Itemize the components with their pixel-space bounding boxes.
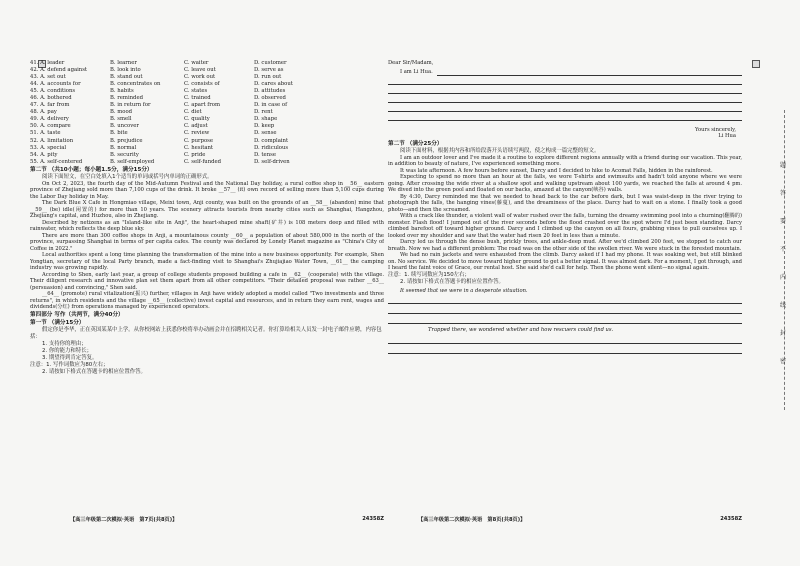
option-cell: B. uncover <box>110 123 139 130</box>
binding-char: 不 <box>779 246 786 253</box>
option-cell: D. shape <box>254 116 278 123</box>
option-cell: 46. A. bothered <box>30 95 72 102</box>
option-cell: D. complaint <box>254 137 289 144</box>
option-cell: 50. A. compare <box>30 123 71 130</box>
answer-line <box>437 67 742 76</box>
option-cell: B. prejudice <box>110 137 143 144</box>
page-footer <box>30 516 384 522</box>
option-cell: B. learner <box>110 60 137 66</box>
footer-code: 24358Z <box>720 516 742 522</box>
binding-margin-text <box>777 160 789 365</box>
option-cell: D. sense <box>254 130 277 137</box>
option-cell: C. states <box>184 88 208 95</box>
letter-signature: Li Hua <box>718 133 736 139</box>
option-cell: 51. A. taste <box>30 130 61 137</box>
story-paragraph: I am an outdoor lover and I've made it a routine to explore different regions annually with a friend during our vacation. This year, in addition to beauty of nature, I've experienced something more. <box>388 154 742 167</box>
option-cell: D. run out <box>254 74 282 81</box>
passage-paragraph: Local authorities spent a long time planning the transformation of the mine into a new business opportunity. For example, Shen Yongtian, secretary of the local Party branch, made a fact-finding visit to Shanghai's Zhujiajiao Water Town, __61__ the camping industry was growing rapidly. <box>30 252 384 272</box>
option-cell: C. consists of <box>184 81 220 88</box>
story-paragraph: By 4:30, Darcy reminded me that we needed to head back to the car before dark, but I was waist-deep in the river trying to photograph the falls, the hanging vines(藤蔓), and the dreaminess of the place. Darcy had to wait on a stone. I finally took a good photo—and then the screamed. <box>388 193 742 213</box>
option-cell: D. rent <box>254 109 273 116</box>
story-paragraph: Expecting to spend no more than an hour at the falls, we wore T-shirts and swimsuits and hadn't told anyone where we were going. After crossing the wide river at a shallow spot and walking upstream about 100 yards, we reached the falls at around 4 pm. We dived into the green pool and floated on our backs, amazed at the canyon(峡谷) walls. <box>388 174 742 193</box>
writing-point: 1. 支持你的理由； <box>42 340 87 347</box>
option-cell: B. concentrates on <box>110 81 161 88</box>
binding-char: 要 <box>779 218 786 225</box>
right-page <box>388 60 742 522</box>
option-cell: 49. A. delivery <box>30 116 69 123</box>
writing-point: 3. 期望得到肯定答复。 <box>42 354 98 361</box>
option-cell: 54. A. pity <box>30 151 58 158</box>
option-cell: D. attitudes <box>254 88 286 95</box>
part4-heading: 第四部分 写作（共两节，满分40分） <box>30 311 124 318</box>
answer-line <box>388 85 742 94</box>
option-cell: C. work out <box>184 74 216 81</box>
binding-char: 题 <box>779 162 786 169</box>
option-cell: B. in return for <box>110 102 151 109</box>
option-cell: B. normal <box>110 144 137 151</box>
answer-line <box>388 94 742 103</box>
footer-page-label: 【高三年级第二次模拟·英语 第8页(共8页)】 <box>418 517 526 522</box>
writing2-instruction: 阅读下面材料，根据其内容和所给段落开头语续写两段，使之构成一篇完整的短文。 <box>400 147 600 154</box>
option-cell: C. hesitant <box>184 144 214 151</box>
answer-line <box>388 294 742 304</box>
binding-char: 线 <box>779 302 786 309</box>
writing-note: 2. 请按如下格式在答题卡的相应位置作答。 <box>42 368 146 375</box>
answer-line <box>388 112 742 121</box>
option-cell: B. smell <box>110 116 132 123</box>
continuation-story <box>388 155 742 272</box>
option-cell: 43. A. set out <box>30 74 66 81</box>
option-cell: 52. A. limitation <box>30 137 74 144</box>
option-cell: B. mood <box>110 109 133 116</box>
option-cell: B. reminded <box>110 95 143 102</box>
section2-instruction: 阅读下面短文，在空白处填入1个适当的单词或括号内单词的正确形式。 <box>42 173 213 180</box>
option-cell: D. observed <box>254 95 286 102</box>
option-cell: D. tense <box>254 151 276 158</box>
option-cell: C. purpose <box>184 137 213 144</box>
option-cell: B. stand out <box>110 74 143 81</box>
option-cell: C. adjust <box>184 123 208 130</box>
option-cell: B. look into <box>110 67 141 74</box>
option-cell: 44. A. accounts for <box>30 81 81 88</box>
option-cell: D. keep <box>254 123 275 130</box>
option-cell: C. diet <box>184 109 202 116</box>
writing-point: 2. 你的能力和特长； <box>42 347 92 354</box>
letter-intro: I am Li Hua. <box>400 69 433 75</box>
answer-line <box>388 103 742 112</box>
writing-note: 注意：1. 续写词数应为150左右； <box>388 271 470 278</box>
option-cell: B. habits <box>110 88 134 95</box>
option-cell: 53. A. special <box>30 144 67 151</box>
salutation: Dear Sir/Madam, <box>388 60 434 66</box>
binding-char: 密 <box>779 358 786 365</box>
option-cell: D. customer <box>254 60 287 66</box>
footer-page-label: 【高三年级第二次模拟·英语 第7页(共8页)】 <box>70 517 178 522</box>
letter-closing: Yours sincerely, <box>695 126 736 133</box>
passage-paragraph: According to Shen, early last year, a group of college students proposed building a cafe in __62__ (cooperate) with the village. Their diligent research and innovative plan set them apart from all other competitors. "Their detailed proposal was rather __63__ (persuasion) and convincing," Shen said. <box>30 271 384 291</box>
option-cell: C. pride <box>184 151 206 158</box>
option-cell: D. serve as <box>254 67 284 74</box>
para1-start: It seemed that we were in a desperate situation. <box>400 287 528 294</box>
writing-note: 2. 请按如下格式在答题卡的相应位置作答。 <box>400 278 504 285</box>
page-footer <box>388 516 742 522</box>
option-cell: C. self-funded <box>184 158 222 165</box>
left-page <box>30 60 384 522</box>
option-cell: B. self-employed <box>110 158 155 165</box>
writing1-notes <box>30 362 384 376</box>
option-cell: C. apart from <box>184 102 220 109</box>
passage-paragraph: __64__ (promote) rural vitalization(振兴) further, villages in Anji have widely adopted a model called "Two investments and three returns", in which residents and the village __65__ (collective) invest capital and resources, and in return they earn rent, wages and dividends(分红) from operations managed by experienced operators. <box>30 291 384 311</box>
story-paragraph: Darcy led us through the dense bush, prickly trees, and ankle-deep mud. After we'd climbed 200 feet, we stopped to catch our breath. Now we had a different problem: The road was on the other side of the swollen river. We were stuck in the forested mountain. <box>388 239 742 252</box>
option-cell: C. quality <box>184 116 210 123</box>
option-cell: 45. A. conditions <box>30 88 76 95</box>
writing1-heading: 第一节 （满分15分） <box>30 319 85 326</box>
writing1-points <box>30 341 384 362</box>
binding-char: 答 <box>779 190 786 197</box>
option-cell: C. waiter <box>184 60 209 66</box>
option-cell: C. leave out <box>184 67 216 74</box>
answer-line <box>388 334 742 344</box>
para2-start: Trapped there, we wondered whether and how rescuers could find us. <box>428 327 614 333</box>
passage-paragraph: Described by netizens as an "Island-like site in Anji", the heart-shaped mine shaft(矿井) is 108 meters deep and filled with rainwater, which reflects the deep blue sky. <box>30 219 384 233</box>
section2-heading: 第二节 （共10小题；每小题1.5分，满分15分） <box>30 166 153 173</box>
option-cell: 48. A. pay <box>30 109 57 116</box>
option-cell: D. ridiculous <box>254 144 289 151</box>
option-cell: D. cares about <box>254 81 293 88</box>
registration-mark <box>752 60 760 68</box>
cloze-options-table <box>30 60 384 166</box>
writing-note: 注意：1. 写作词数应为80左右； <box>30 361 109 368</box>
passage-paragraph: On Oct 2, 2023, the fourth day of the Mid-Autumn Festival and the National Day holiday, a rural coffee shop in __56__ eastern province of Zhejiang sold more than 7,100 cups of the drink. It broke __57__ (it) own record of selling more than 5,100 cups during the Labor Day holiday in May. <box>30 180 384 200</box>
option-cell: 41. A. leader <box>30 60 65 66</box>
footer-code: 24358Z <box>362 516 384 522</box>
answer-line <box>388 76 742 85</box>
passage-paragraph: The Dark Blue X Cafe in Hongmiao village, Meixi town, Anji county, was built on the grounds of an __58__ (abandon) mine that __59__ (be) idle(闲置的) for more than 10 years. The scenery attracts tourists from nearby cities such as Shanghai, Hangzhou, Zhejiang's capital, and Huzhou, also in Zhejiang. <box>30 200 384 220</box>
answer-line <box>388 314 742 324</box>
story-paragraph: With a crack like thunder, a violent wall of water rushed over the falls, turning the dreamy swimming pool into a churning(翻腾的) monster. Flash flood! I jumped out of the river seconds before the flood crashed over the spot where I'd just been standing. Darcy climbed barefoot off toward higher ground. Darcy and I climbed up the canyon on all fours, grabbing vines to pull ourselves up. I looked over my shoulder and saw that the water had risen 20 feet in less than a minute. <box>388 213 742 239</box>
answer-line <box>388 304 742 314</box>
option-cell: C. review <box>184 130 210 137</box>
writing1-prompt: 假定你是李华，正在英国某某中上学。从你校网站上获悉你校将举办动画会并在招聘相关记者。你打算给相关人员发一封电子邮件应聘，内容包括： <box>30 326 382 340</box>
writing2-heading: 第二节 （满分25分） <box>388 140 443 147</box>
option-cell: B. bite <box>110 130 128 137</box>
option-cell: D. in case of <box>254 102 288 109</box>
grammar-passage <box>30 181 384 311</box>
option-cell: C. trained <box>184 95 211 102</box>
answer-line <box>388 344 742 354</box>
option-cell: B. security <box>110 151 139 158</box>
writing2-notes <box>388 272 742 286</box>
option-cell: 55. A. self-centered <box>30 158 83 165</box>
binding-char: 封 <box>779 330 786 337</box>
option-cell: 42. A. defend against <box>30 67 88 74</box>
option-cell: 47. A. far from <box>30 102 70 109</box>
story-paragraph: It was late afternoon. A few hours before sunset, Darcy and I decided to hike to Acomat Falls, hidden in the rainforest. <box>400 167 713 174</box>
option-cell: D. self-driven <box>254 158 290 165</box>
binding-char: 内 <box>779 274 786 281</box>
passage-paragraph: There are more than 300 coffee shops in Anji, a mountainous county __60__ a population of about 580,000 in the north of the province, surpassing Shanghai in terms of per capita cafes. The county was declared by Lonely Planet magazine as "China's City of Coffee in 2022." <box>30 232 384 252</box>
story-paragraph: We had no rain jackets and were exhausted from the climb. Darcy asked if I had my phone. It was soaking wet, but still blinked on. No service. We decided to move toward higher ground to get a better signal. It was almost dark. For a moment, I got through, and I heard the faint voice of Grace, our rental host. She said she'd call for help. Then the phone went silent—no signal again. <box>388 252 742 271</box>
